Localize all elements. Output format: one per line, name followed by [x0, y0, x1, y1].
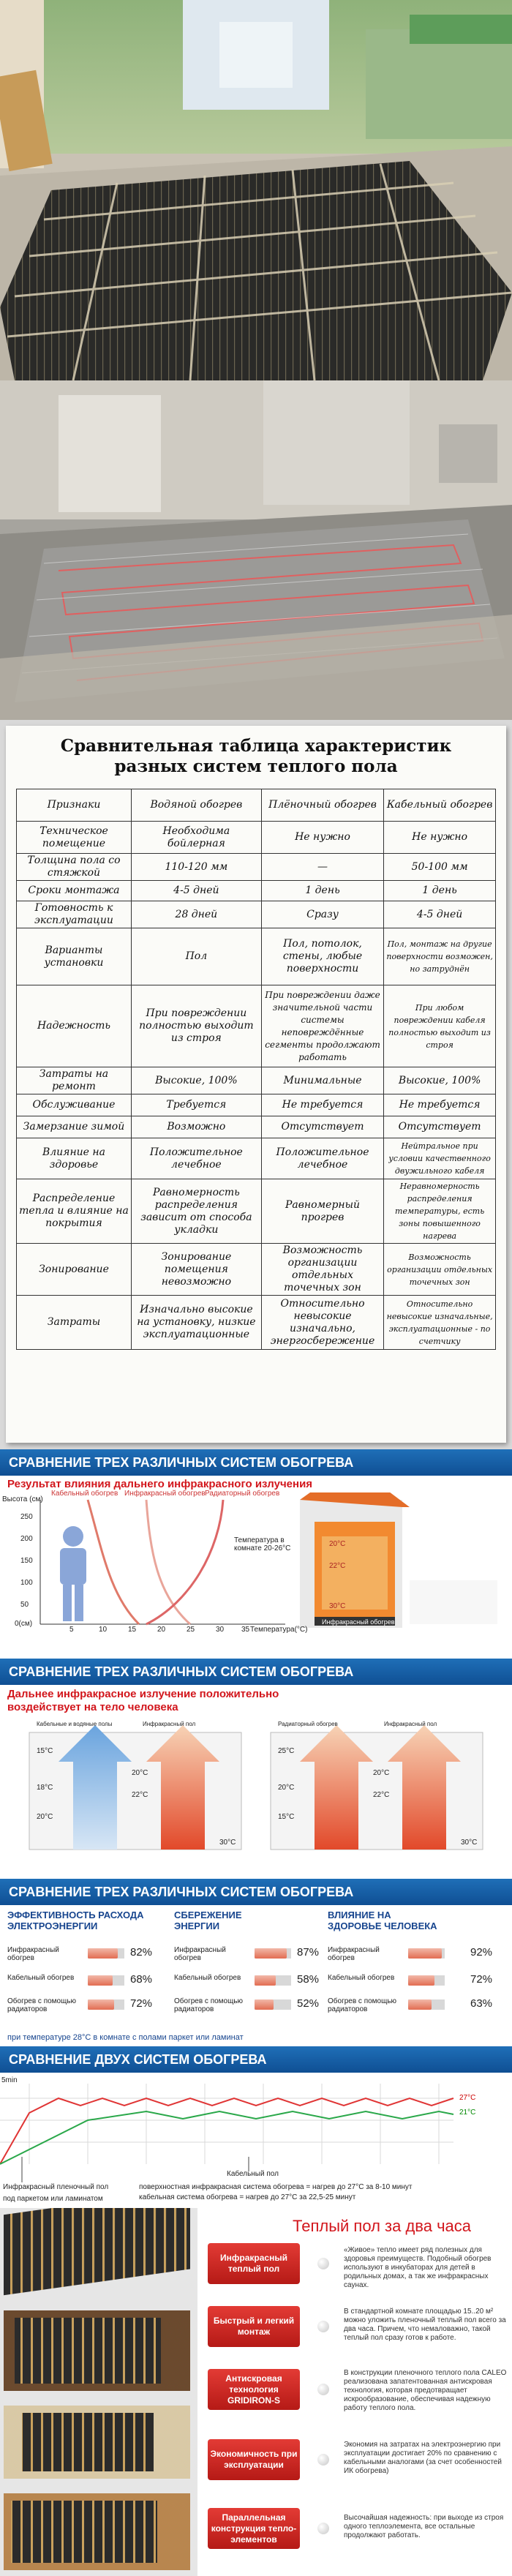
section2-header: СРАВНЕНИЕ ТРЕХ РАЗЛИЧНЫХ СИСТЕМ ОБОГРЕВА [0, 1659, 512, 1685]
bar-value: 72% [130, 1997, 153, 2010]
table-cell: Положительное лечебное [131, 1138, 261, 1179]
bar-label: Инфракрасный обогрев [328, 1946, 380, 1962]
table-cell: При повреждении полностью выходит из строя [131, 985, 261, 1067]
table-cell: Возможность организации отдельных точечных зон [261, 1244, 383, 1296]
title-line-1: Сравнительная таблица характеристик [60, 736, 452, 756]
table-cell: Затраты [17, 1296, 132, 1350]
table-row [17, 854, 496, 881]
promo-banner [0, 2208, 512, 2576]
right-temp: 22°C [373, 1791, 390, 1799]
table-row [17, 1244, 496, 1296]
right-temp: 15°C [278, 1813, 295, 1821]
table-cell: Не нужно [261, 822, 383, 854]
left-temp: 18°C [37, 1784, 53, 1792]
table-cell: 28 дней [131, 901, 261, 928]
bar [255, 1948, 287, 1959]
table-cell: Возможность организации отдельных точечных зон [384, 1244, 496, 1296]
x-tick: 20 [157, 1626, 166, 1634]
table-cell: Необходима бойлерная [131, 822, 261, 854]
table-cell: 50-100 мм [384, 854, 496, 881]
table-cell: Требуется [131, 1094, 261, 1116]
subtitle-line-2: воздействует на тело человека [7, 1701, 178, 1713]
group-title: ЭФФЕКТИВНОСТЬ РАСХОДА ЭЛЕКТРОЭНЕРГИИ [7, 1910, 144, 1931]
room-temp: 20°C [329, 1540, 346, 1548]
section4-header: СРАВНЕНИЕ ДВУХ СИСТЕМ ОБОГРЕВА [0, 2046, 512, 2073]
right-temp: 25°C [278, 1747, 295, 1755]
bar-label: Кабельный обогрев [7, 1974, 75, 1982]
table-cell: 1 день [261, 881, 383, 901]
table-cell: Не требуется [384, 1094, 496, 1116]
feature-desc: В стандартной комнате площадью 15..20 м² можно уложить пленочный теплый пол всего за два часа. Причем, что немаловажно, такой теплый пол сразу готов к работе. [344, 2307, 506, 2342]
table-cell: Отсутствует [384, 1116, 496, 1138]
y-tick: 250 [20, 1513, 33, 1521]
table-cell: 4-5 дней [131, 881, 261, 901]
table-cell: Пол [131, 928, 261, 985]
x-tick: 25 [187, 1626, 195, 1634]
x-unit: Температура(°C) [250, 1626, 308, 1634]
y-axis-title: Высота (см) [2, 1495, 43, 1503]
room-label: Инфракрасный обогрев [322, 1618, 395, 1626]
bar-value: 82% [130, 1946, 153, 1959]
table-cell: Готовность к эксплуатации [17, 901, 132, 928]
section3-bars [0, 1910, 512, 2034]
comparison-table-paper [6, 726, 506, 1443]
table-cell: Неравномерность распределения температуры, есть зоны повышенного нагрева [384, 1179, 496, 1244]
bar-value: 72% [470, 1973, 493, 1986]
bar-value: 68% [130, 1973, 153, 1986]
feature-desc: Экономия на затратах на электроэнергию при эксплуатации достигает 20% по сравнению с кабельными аналогами (за счет особенностей ИК обогрева) [344, 2441, 502, 2475]
left-label: Инфракрасный пол [143, 1721, 196, 1727]
table-row [17, 985, 496, 1067]
section2-subtitle [7, 1688, 279, 1714]
table-header-cell: Кабельный обогрев [384, 789, 496, 822]
table-cell: Замерзание зимой [17, 1116, 132, 1138]
group-title: СБЕРЕЖЕНИЕ ЭНЕРГИИ [174, 1910, 242, 1931]
bar-label: Обогрев с помощью радиаторов [174, 1997, 244, 2013]
table-cell: Нейтральное при условии качественного двужильного кабеля [384, 1138, 496, 1179]
table-header-cell: Плёночный обогрев [261, 789, 383, 822]
feature-fast-install: Быстрый и легкий монтаж [208, 2306, 300, 2347]
legend-infrared: Инфракрасный обогрев [124, 1490, 206, 1498]
right-temp: 30°C [461, 1839, 478, 1847]
table-header-row [17, 789, 496, 822]
table-row [17, 1138, 496, 1179]
table-cell: Толщина пола со стяжкой [17, 854, 132, 881]
subtitle-line-1: Дальнее инфракрасное излучение положительно [7, 1688, 279, 1700]
comparison-table-section [0, 720, 512, 1449]
table-row [17, 822, 496, 854]
table-row [17, 1116, 496, 1138]
banner-title: Теплый пол за два часа [293, 2217, 472, 2235]
table-cell: Пол, монтаж на другие поверхности возможен, но затруднён [384, 928, 496, 985]
table-cell: При любом повреждении кабеля полностью выходит из строя [384, 985, 496, 1067]
heat-distribution-diagram [15, 1718, 497, 1853]
table-cell: Высокие, 100% [384, 1067, 496, 1094]
section1-subtitle: Результат влияния дальнего инфракрасного излучения [7, 1478, 313, 1490]
infrared-height-chart [0, 1492, 512, 1631]
feature-desc: В конструкции пленочного теплого пола CALEO реализована запатентованная антискровая технология, которая предотвращает искрообразование, обеспечивая надежную работу теплого пола. [344, 2369, 507, 2412]
bar [88, 1948, 118, 1959]
table-cell: При повреждении даже значительной части системы неповреждённые сегменты продолжают работать [261, 985, 383, 1067]
left-temp: 15°C [37, 1747, 53, 1755]
table-cell: Сразу [261, 901, 383, 928]
table-row [17, 928, 496, 985]
temp-label: 21°C [459, 2109, 476, 2117]
right-label: Радиаторный обогрев [278, 1721, 338, 1727]
bar-value: 63% [470, 1997, 493, 2010]
note-cable: кабельная система обогрева = нагрев до 27°C за 22,5-25 минут [139, 2193, 356, 2201]
table-cell: Пол, потолок, стены, любые поверхности [261, 928, 383, 985]
note-infrared: поверхностная инфракрасная система обогрева = нагрев до 27°C за 8-10 минут [139, 2183, 413, 2191]
bar-value: 92% [470, 1946, 493, 1959]
table-cell: Варианты установки [17, 928, 132, 985]
x-tick: 5 [69, 1626, 74, 1634]
bar-label: Обогрев с помощью радиаторов [7, 1997, 77, 2013]
table-cell: Зонирование [17, 1244, 132, 1296]
film-photos [0, 2208, 197, 2576]
table-header-cell: Водяной обогрев [131, 789, 261, 822]
table-cell: Зонирование помещения невозможно [131, 1244, 261, 1296]
bar-label: Обогрев с помощью радиаторов [328, 1997, 397, 2013]
left-label: Кабельные и водяные полы [37, 1721, 113, 1727]
room-temp: 30°C [329, 1602, 346, 1610]
feature-desc: «Живое» тепло имеет ряд полезных для здоровья преимуществ. Подобный обогрев используют в инкубаторах для детей в родильных домах, а так же инфракрасных саунах. [344, 2246, 492, 2289]
film-floor-image [0, 0, 512, 380]
bar [408, 1948, 442, 1959]
table-row [17, 1094, 496, 1116]
x-tick: 10 [99, 1626, 108, 1634]
comparison-table-title [6, 736, 506, 777]
y-tick: 150 [20, 1557, 33, 1565]
bar-group-health [328, 1910, 503, 2013]
legend-radiator: Радиаторный обогрев [205, 1490, 280, 1498]
bar [408, 1999, 432, 2010]
y-tick: 0(см) [15, 1620, 33, 1628]
left-temp: 20°C [37, 1813, 53, 1821]
table-row [17, 1179, 496, 1244]
table-cell: Техническое помещение [17, 822, 132, 854]
table-cell: Распределение тепла и влияние на покрытия [17, 1179, 132, 1244]
bar-value: 52% [297, 1997, 320, 2010]
photo-film-floor [0, 0, 512, 380]
table-cell: Обслуживание [17, 1094, 132, 1116]
room-temp-note: Температура в комнате 20-26°C [234, 1536, 291, 1552]
bar [88, 1999, 114, 2010]
room-temp: 22°C [329, 1562, 346, 1570]
table-cell: Не требуется [261, 1094, 383, 1116]
left-temp: 30°C [219, 1839, 236, 1847]
table-cell: Равномерный прогрев [261, 1179, 383, 1244]
table-cell: Положительное лечебное [261, 1138, 383, 1179]
table-row [17, 901, 496, 928]
feature-infrared: Инфракрасный теплый пол [208, 2243, 300, 2284]
group-title: ВЛИЯНИЕ НА ЗДОРОВЬЕ ЧЕЛОВЕКА [328, 1910, 437, 1931]
right-temp: 20°C [278, 1784, 295, 1792]
feature-economy: Экономичность при эксплуатации [208, 2439, 300, 2480]
feature-parallel: Параллельная конструкция теплоэлементов [208, 2508, 300, 2549]
table-cell: Отсутствует [261, 1116, 383, 1138]
time-label: 5min [1, 2076, 18, 2084]
bar-label: Инфракрасный обогрев [174, 1946, 226, 1962]
bar-group-efficiency [7, 1910, 168, 2013]
feature-desc: Высочайшая надежность: при выходе из строя одного теплоэлемента, все остальные продолжают работать. [344, 2514, 504, 2539]
table-cell: Относительно невысокие изначально, энергосбережение [261, 1296, 383, 1350]
section2-graphic [15, 1718, 497, 1853]
temp-label: 27°C [459, 2094, 476, 2102]
table-row [17, 881, 496, 901]
table-cell: 1 день [384, 881, 496, 901]
bar [408, 1975, 434, 1986]
section1-header: СРАВНЕНИЕ ТРЕХ РАЗЛИЧНЫХ СИСТЕМ ОБОГРЕВА [0, 1449, 512, 1476]
table-cell: Изначально высокие на установку, низкие эксплуатационные [131, 1296, 261, 1350]
bar-label: Кабельный обогрев [328, 1974, 395, 1982]
bar-value: 58% [297, 1973, 320, 1986]
right-temp: 20°C [373, 1769, 390, 1777]
table-cell: 110-120 мм [131, 854, 261, 881]
feature-antispark: Антискровая технология GRIDIRON-S [208, 2369, 300, 2410]
y-tick: 200 [20, 1535, 33, 1543]
bar [255, 1975, 276, 1986]
table-cell: Затраты на ремонт [17, 1067, 132, 1094]
table-cell: Минимальные [261, 1067, 383, 1094]
table-cell: 4-5 дней [384, 901, 496, 928]
table-row [17, 1067, 496, 1094]
table-cell: Возможно [131, 1116, 261, 1138]
under-label: под паркетом или ламинатом [3, 2195, 103, 2203]
photo-cable-floor [0, 380, 512, 720]
section3-header: СРАВНЕНИЕ ТРЕХ РАЗЛИЧНЫХ СИСТЕМ ОБОГРЕВА [0, 1879, 512, 1905]
section1-graphic [0, 1490, 512, 1634]
title-line-2: разных систем теплого пола [114, 756, 398, 776]
table-cell: Надежность [17, 985, 132, 1067]
x-tick: 30 [216, 1626, 225, 1634]
x-tick: 35 [241, 1626, 250, 1634]
cable-label: Кабельный пол [227, 2170, 279, 2178]
table-cell: Сроки монтажа [17, 881, 132, 901]
table-cell: Относительно невысокие изначальные, эксплуатационные - по счетчику [384, 1296, 496, 1350]
left-temp: 22°C [132, 1791, 148, 1799]
table-cell: Не нужно [384, 822, 496, 854]
y-tick: 50 [20, 1601, 29, 1609]
table-cell: Равномерность распределения зависит от способа укладки [131, 1179, 261, 1244]
y-tick: 100 [20, 1579, 33, 1587]
bar [255, 1999, 274, 2010]
bar-group-saving [174, 1910, 335, 2013]
table-row [17, 1296, 496, 1350]
right-label: Инфракрасный пол [384, 1721, 437, 1727]
table-cell: Высокие, 100% [131, 1067, 261, 1094]
cable-floor-image [0, 380, 512, 720]
bar-label: Кабельный обогрев [174, 1974, 241, 1982]
table-header-cell: Признаки [17, 789, 132, 822]
x-tick: 15 [128, 1626, 137, 1634]
comparison-table [16, 789, 496, 1350]
bar [88, 1975, 113, 1986]
section3-footnote: при температуре 28°C в комнате с полами паркет или ламинат [7, 2033, 244, 2042]
left-temp: 20°C [132, 1769, 148, 1777]
ir-label: Инфракрасный пленочный пол [3, 2183, 109, 2191]
bar-label: Инфракрасный обогрев [7, 1946, 59, 1962]
section4-graphic [0, 2076, 512, 2204]
legend-cable: Кабельный обогрев [51, 1490, 118, 1498]
bar-value: 87% [297, 1946, 320, 1959]
table-cell: Влияние на здоровье [17, 1138, 132, 1179]
table-cell: — [261, 854, 383, 881]
